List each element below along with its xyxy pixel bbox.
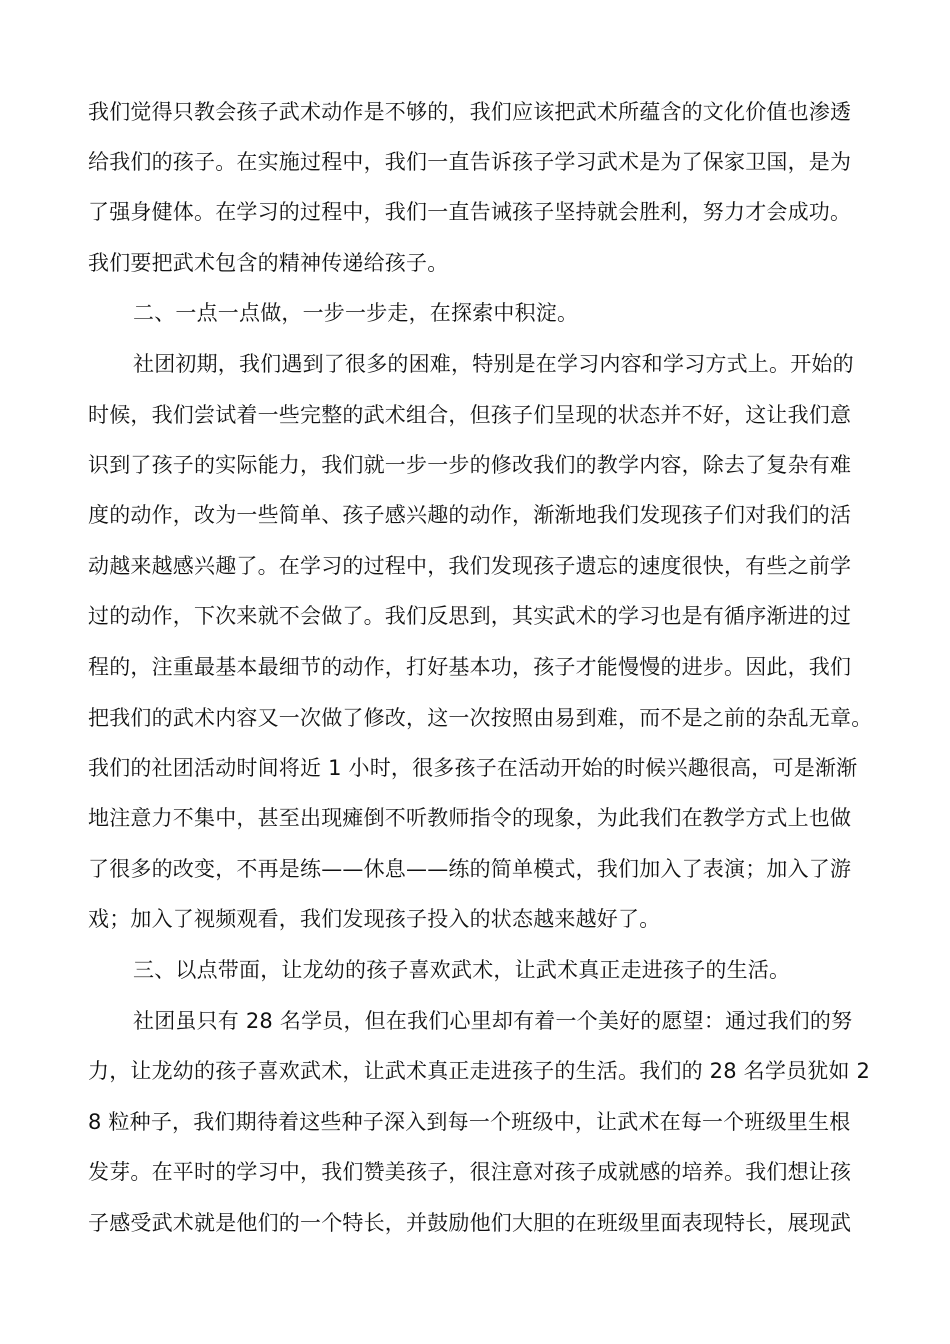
text-line: 我们的社团活动时间将近 1 小时，很多孩子在活动开始的时候兴趣很高，可是渐渐 <box>88 756 858 780</box>
text-line: 把我们的武术内容又一次做了修改，这一次按照由易到难，而不是之前的杂乱无章。 <box>88 706 873 730</box>
text-line: 8 粒种子，我们期待着这些种子深入到每一个班级中，让武术在每一个班级里生根 <box>88 1110 851 1134</box>
section-heading-2: 二、一点一点做，一步一步走，在探索中积淀。 <box>133 301 579 325</box>
text-line: 我们要把武术包含的精神传递给孩子。 <box>88 251 449 275</box>
text-line: 时候，我们尝试着一些完整的武术组合，但孩子们呈现的状态并不好，这让我们意 <box>88 403 852 427</box>
text-line: 发芽。在平时的学习中，我们赞美孩子，很注意对孩子成就感的培养。我们想让孩 <box>88 1160 852 1184</box>
text-line: 戏；加入了视频观看，我们发现孩子投入的状态越来越好了。 <box>88 907 661 931</box>
text-line: 了强身健体。在学习的过程中，我们一直告诫孩子坚持就会胜利，努力才会成功。 <box>88 200 852 224</box>
text-line: 社团初期，我们遇到了很多的困难，特别是在学习内容和学习方式上。开始的 <box>133 352 854 376</box>
text-line: 程的，注重最基本最细节的动作，打好基本功，孩子才能慢慢的进步。因此，我们 <box>88 655 852 679</box>
text-line: 动越来越感兴趣了。在学习的过程中，我们发现孩子遗忘的速度很快，有些之前学 <box>88 554 852 578</box>
text-line: 地注意力不集中，甚至出现瘫倒不听教师指令的现象，为此我们在教学方式上也做 <box>88 806 852 830</box>
text-line: 子感受武术就是他们的一个特长，并鼓励他们大胆的在班级里面表现特长，展现武 <box>88 1211 852 1235</box>
text-line: 给我们的孩子。在实施过程中，我们一直告诉孩子学习武术是为了保家卫国，是为 <box>88 150 852 174</box>
text-line: 度的动作，改为一些简单、孩子感兴趣的动作，渐渐地我们发现孩子们对我们的活 <box>88 503 852 527</box>
section-heading-3: 三、以点带面，让龙幼的孩子喜欢武术，让武术真正走进孩子的生活。 <box>133 958 791 982</box>
text-line: 力，让龙幼的孩子喜欢武术，让武术真正走进孩子的生活。我们的 28 名学员犹如 2 <box>88 1059 871 1083</box>
text-line: 过的动作，下次来就不会做了。我们反思到，其实武术的学习也是有循序渐进的过 <box>88 604 852 628</box>
text-line: 识到了孩子的实际能力，我们就一步一步的修改我们的教学内容，除去了复杂有难 <box>88 453 852 477</box>
text-line: 了很多的改变，不再是练——休息——练的简单模式，我们加入了表演；加入了游 <box>88 857 852 881</box>
text-line: 我们觉得只教会孩子武术动作是不够的，我们应该把武术所蕴含的文化价值也渗透 <box>88 100 852 124</box>
text-line: 社团虽只有 28 名学员，但在我们心里却有着一个美好的愿望：通过我们的努 <box>133 1009 853 1033</box>
